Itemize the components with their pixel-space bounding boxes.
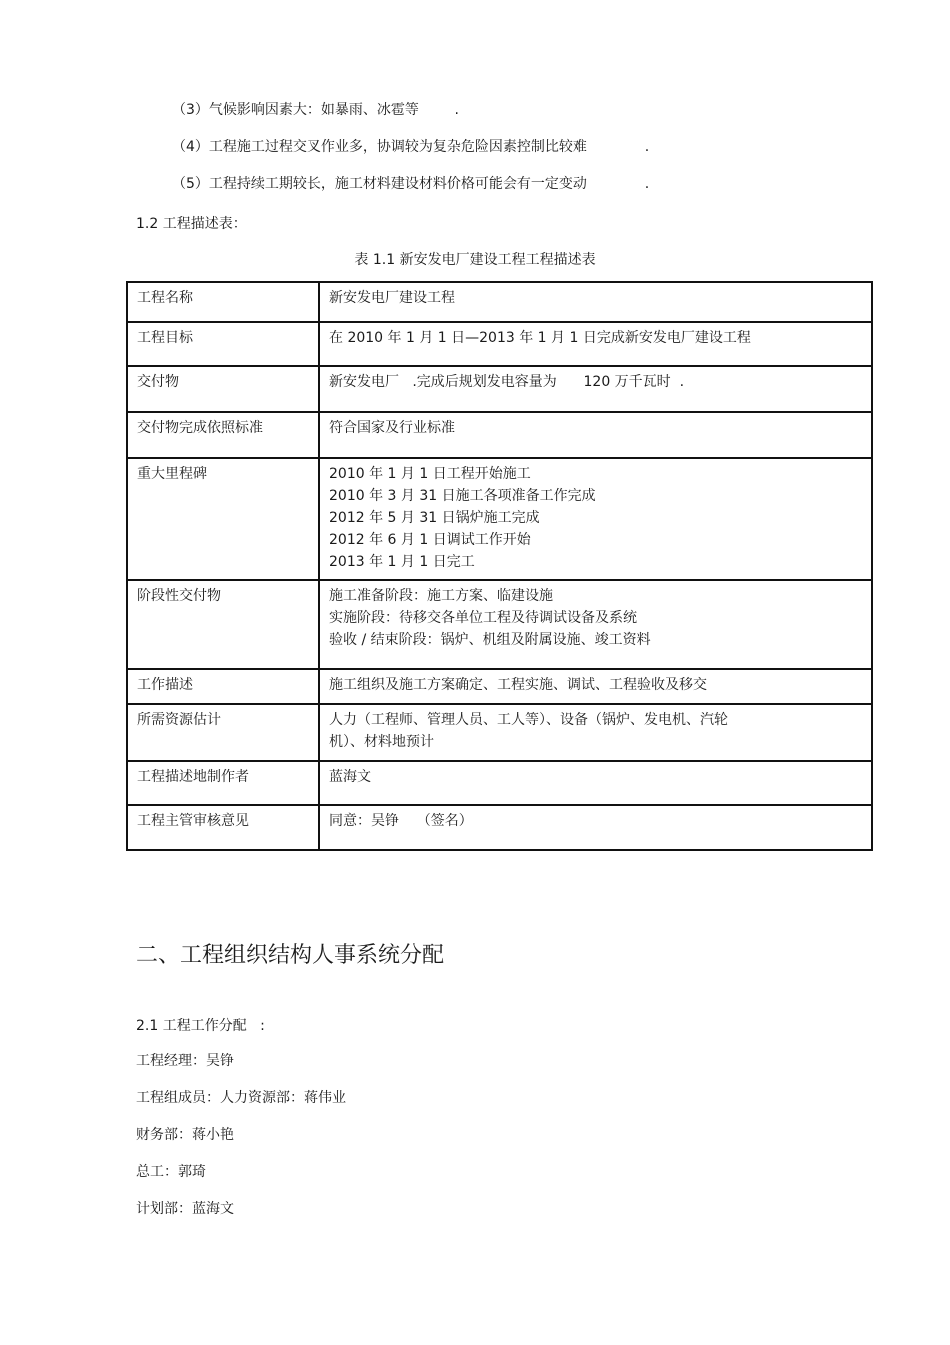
- table-row: [127, 669, 872, 704]
- section-2-1-heading: 2.1 工程工作分配 :: [136, 1018, 265, 1034]
- section-1-2-heading: 1.2 工程描述表：: [136, 216, 247, 232]
- staff-line-planning: 计划部：蓝海文: [136, 1201, 234, 1217]
- intro-item-5: （5）工程持续工期较长，施工材料建设材料价格可能会有一定变动 .: [172, 176, 650, 192]
- table-row: [127, 704, 872, 761]
- table-row: [127, 282, 872, 322]
- row-label: 交付物: [127, 366, 319, 412]
- row-value: 人力（工程师、管理人员、工人等）、设备（锅炉、发电机、汽轮 机）、材料地预计: [319, 704, 872, 761]
- row-label: 所需资源估计: [127, 704, 319, 761]
- intro-item-4: （4）工程施工过程交叉作业多，协调较为复杂危险因素控制比较难 .: [172, 139, 650, 155]
- project-description-table: [126, 281, 873, 851]
- row-value: 蓝海文: [319, 761, 872, 805]
- table-row: [127, 580, 872, 669]
- table-row: [127, 805, 872, 850]
- row-label: 工程主管审核意见: [127, 805, 319, 850]
- row-value: 2010 年 1 月 1 日工程开始施工 2010 年 3 月 31 日施工各项准备工作完成 2012 年 5 月 31 日锅炉施工完成 2012 年 6 月 1 日调试工作开始 2013 年 1 月 1 日完工: [319, 458, 872, 580]
- table-row: [127, 412, 872, 458]
- row-label: 工作描述: [127, 669, 319, 704]
- table-row: [127, 761, 872, 805]
- staff-line-members: 工程组成员：人力资源部：蒋伟业: [136, 1090, 346, 1106]
- row-value: 施工组织及施工方案确定、工程实施、调试、工程验收及移交: [319, 669, 872, 704]
- table-row: [127, 366, 872, 412]
- table-caption: 表 1.1 新安发电厂建设工程工程描述表: [354, 252, 596, 268]
- staff-line-finance: 财务部：蒋小艳: [136, 1127, 234, 1143]
- intro-item-3: （3）气候影响因素大：如暴雨、冰雹等 .: [172, 102, 459, 118]
- section-2-title: 二、工程组织结构人事系统分配: [136, 943, 445, 968]
- row-label: 工程描述地制作者: [127, 761, 319, 805]
- row-value: 新安发电厂 .完成后规划发电容量为 120 万千瓦时 .: [319, 366, 872, 412]
- row-value: 在 2010 年 1 月 1 日—2013 年 1 月 1 日完成新安发电厂建设工程: [319, 322, 872, 366]
- staff-line-project-manager: 工程经理：吴铮: [136, 1053, 234, 1069]
- row-value: 施工准备阶段：施工方案、临建设施 实施阶段：待移交各单位工程及待调试设备及系统 验收 / 结束阶段：锅炉、机组及附属设施、竣工资料: [319, 580, 872, 669]
- staff-line-chief-engineer: 总工：郭琦: [136, 1164, 206, 1180]
- table-row: [127, 458, 872, 580]
- row-label: 阶段性交付物: [127, 580, 319, 669]
- table-row: [127, 322, 872, 366]
- row-value: 同意：吴铮 （签名）: [319, 805, 872, 850]
- row-label: 交付物完成依照标准: [127, 412, 319, 458]
- row-label: 工程目标: [127, 322, 319, 366]
- row-label: 重大里程碑: [127, 458, 319, 580]
- row-value: 新安发电厂建设工程: [319, 282, 872, 322]
- row-value: 符合国家及行业标准: [319, 412, 872, 458]
- row-label: 工程名称: [127, 282, 319, 322]
